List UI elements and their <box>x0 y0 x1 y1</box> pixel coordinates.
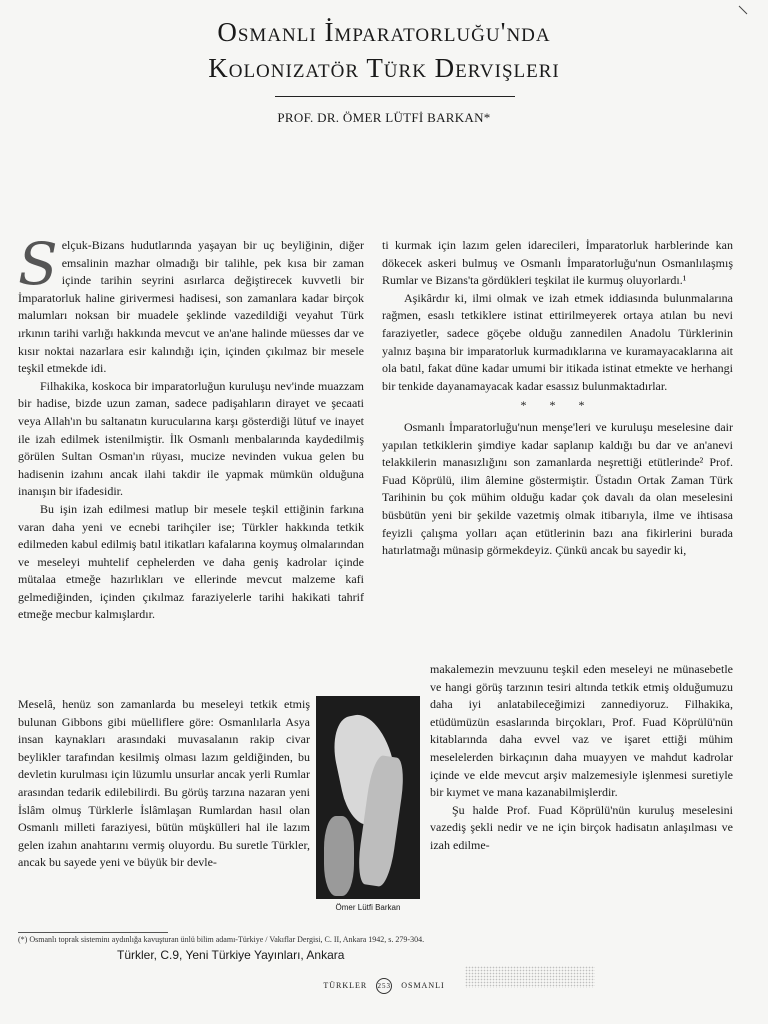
left-paragraph-2: Filhakika, koskoca bir imparatorluğun kuruluşu nev'inde muazzam bir hadise, bizde uzun zaman, sadece padişahların dirayet ve şecaati veya Allah'ın bu saltanatın kurucularına karşı gösterdiği lütuf ve inayet ile izah edilmek istenilmiştir. İlk Osmanlı menbalarında kaydedilmiş görülen Sultan Osman'ın rüyası, mucize nevinden vukua gelen bu hadisenin izahını ancak ilahi takdir ile yapmak mümkün olduğuna inanışın bir ifadesidir. <box>18 378 364 499</box>
left-paragraph-4: Meselâ, henüz son zamanlarda bu meseleyi tetkik etmiş bulunan Gibbons gibi müelliflere göre: Osmanlılarla Asya insan kaynakları arasındaki muvasalanın rakip civar beylikler tarafından kesilmiş olması lazım geldiğinden, bu devletin kurulması için lüzumlu unsurlar ancak yerli Rumlar arasından tedarik edilebilirdi. Bu görüş tarzına nazaran yeni İslâm olmuş Türklerle İslâmlaşan Rumlardan hasıl olan Osmanlı milleti faraziyesi, bütün müşkülleri hal ile lazım gelen izahın anahtarını vermiş oluyordu. Bu suretle Türkler, ancak bu sayede yeni ve büyük bir devle- <box>18 697 310 870</box>
section-divider: * * * <box>520 398 595 413</box>
footnote: (*) Osmanlı toprak sisteminı aydınlığa kavuşturan ünlü bilim adamı-Türkiye / Vakıflar Dergisi, C. II, Ankara 1942, s. 279-304. <box>18 935 425 944</box>
article-title <box>0 14 768 86</box>
page-number: 253 <box>376 978 392 994</box>
footnote-rule <box>18 932 168 933</box>
page-footer <box>0 978 768 994</box>
author-line: PROF. DR. ÖMER LÜTFİ BARKAN* <box>277 110 491 125</box>
title-line-1: Osmanli İmparatorluğu'nda <box>217 17 551 47</box>
title-line-2: Kolonizatör Türk Dervişleri <box>208 53 560 83</box>
right-column <box>382 237 733 560</box>
scan-mark <box>735 4 755 18</box>
source-citation: Türkler, C.9, Yeni Türkiye Yayınları, Ankara <box>117 948 345 962</box>
portrait-caption: Ömer Lütfi Barkan <box>335 903 401 912</box>
left-column <box>18 230 364 624</box>
right-paragraph-5: Şu halde Prof. Fuad Köprülü'nün kuruluş meselesini vazediş şekli nedir ve ne için birçok hadisatın anlaşılması ve izah edilme- <box>430 802 733 852</box>
left-paragraph-1: elçuk-Bizans hudutlarında yaşayan bir uç beyliğinin, diğer emsalinin mazhar olmadığı bir talihle, pek kısa bir zaman içinde tarihin seyrini asırlarca değiştirecek kuvvetli bir İmparatorluk haline girivermesi hadisesi, son zamanlara kadar birçok malumları noksan bir muadele şeklinde vazedildiği veyahut Türk ırkının tarihi varlığı hakkında mevcut ve an'ane halinde müesses dar ve kısır noktai nazarlara esir kalındığı için, içinden çıkılmaz bir mesele teşkil etmekde idi. <box>18 238 364 376</box>
footer-right: OSMANLI <box>401 981 445 990</box>
right-paragraph-2: Aşikârdır ki, ilmi olmak ve izah etmek iddiasında bulunmalarına rağmen, esaslı tetkiklere istinat ettirilmeyerek ortaya atılan bu nevi faraziyetler, sadece göçebe olduğu zannedilen Anadolu Türklerinin yalnız başına bir imparatorluk kurmadıklarına ve kuramayacaklarına ait ola batıl, fakat düne kadar umumi bir itikada istinat etmekte ve herhangi bir tenkide dayanamayacak kadar esassız bulunmaktadırlar. <box>382 290 733 393</box>
right-paragraph-1: ti kurmak için lazım gelen idarecileri, İmparatorluk harblerinde kan dökecek askeri bulmuş ve Osmanlı İmparatorluğu'nun Osmanlılaşmış Rumlar ve Bizans'ta gördükleri teşkilat ile kurmuş oluyorlardı.¹ <box>382 238 733 288</box>
title-rule <box>275 96 515 97</box>
right-column-continued <box>430 661 733 855</box>
right-paragraph-3: Osmanlı İmparatorluğu'nun menşe'leri ve kuruluşu meselesine dair yapılan tetkiklerin şimdiye kadar saplanıp kaldığı bu dar ve an'anevi telakkilerin manasızlığını son zamanlarda neşrettiği etütlerinde² Prof. Fuad Köprülü, ilim âlemine göstermiştir. Üstadın Ortak Zaman Türk Tarihinin bu çok mühim olduğu kadar çok davalı da olan meselesini büsbütün yeni bir şekilde vazetmiş olmak itibarıyla, ilme ve ihtisasa feyizli çalışma yolları açan etütlerinin bazı ana fikirlerini burada hatırlatmağı münasip görmekdeyiz. Çünkü ancak bu sayedir ki, <box>382 419 733 558</box>
drop-cap: S <box>18 230 58 298</box>
footer-left: TÜRKLER <box>323 981 368 990</box>
portrait-photo <box>316 696 420 899</box>
right-paragraph-4: makalemezin mevzuunu teşkil eden meseleyi ne münasebetle ve hangi görüş tarzının tesiri altında tetkik etmiş olduğumuzu daha iyi anlatabileceğimizi zannediyoruz. Filhakika, etüdümüzün esaslarında birçokları, Prof. Fuad Köprülü'nün kitablarında daha evvel vaz ve işaret ettiği mühim meselelerden birkaçının daha muayyen ve mahdut kadrolar içinde ve elde mevcut arşiv malzemesiyle işlenmesi suretiyle bir kıymet ve mana kazanabilmişlerdir. <box>430 662 733 800</box>
left-column-continued <box>18 696 310 872</box>
left-paragraph-3: Bu işin izah edilmesi matlup bir mesele teşkil ettiğinin farkına varan daha yeni ve ecnebi tarihçiler ise; Türkler hakkında tetkik edilmeden kabul edilmiş batıl itikatları kafalarına koymuş olmalarından ve meseleyi muhtelif cephelerden ve daha geniş kadrolar içinde mütalaa etmeğe hazırlıkları ve ellerinde mevcut malzeme kafi gelmediğinden, içinden çıkılmaz faraziyelerle tarihi hakikati tahrif etmeğe mecbur kalmışlardır. <box>18 501 364 622</box>
portrait-figure <box>316 696 420 912</box>
